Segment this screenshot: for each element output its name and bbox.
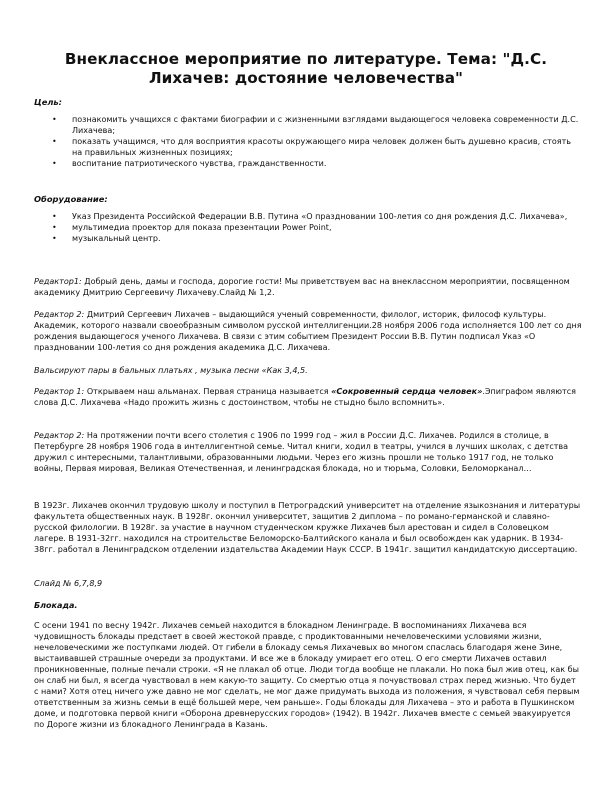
speaker-label: Редактор 2: — [34, 431, 85, 440]
section-name: «Сокровенный сердца человек» — [331, 387, 483, 396]
bullet-icon: • — [52, 115, 57, 125]
stage-direction-waltz: Вальсируют пары в бальных платьях , музыка песни «Как 3,4,5. — [34, 366, 308, 375]
list-item: • Указ Президента Российской Федерации В.В. Путина «О праздновании 100-летия со дня рождения Д.С. Лихачева», — [52, 212, 568, 222]
page-title: Внеклассное мероприятие по литературе. Тема: "Д.С. Лихачев: достояние человечества" — [64, 50, 548, 87]
blockade-heading: Блокада. — [34, 601, 78, 610]
list-item: • музыкальный центр. — [52, 234, 161, 244]
list-item: • показать учащимся, что для восприятия красоты окружающего мира человек должен быть душевно красив, стоять на правильных жизненных позициях; — [52, 137, 572, 158]
list-item: • мультимедиа проектор для показа презентации Power Point, — [52, 223, 332, 233]
paragraph-blockade: С осени 1941 по весну 1942г. Лихачев семьей находится в блокадном Ленинграде. В воспоминаниях Лихачева вся чудовищность блокады предстает в своей жестокой правде, с продиктованными нечеловеческими условиями жизни, нечеловеческими же поступками людей. От гибели в блокаду семья Лихачевых во многом спаслась благодаря жене Зине, выстаивавшей страшные очереди за продуктами. И все же в блокаду умирает его отец. О его смерти Лихачев оставил проникновенные, полные печали строки. «Я не плакал об отце. Люди тогда вообще не плакали. Но пока был жив отец, как бы он слаб ни был, я всегда чувствовал в нем какую-то защиту. Со смертью отца я почувствовал страх перед жизнью. Что будет с нами? Хотя отец ничего уже давно не мог сделать, не мог даже придумать выхода из положения, я чувствовал себя первым ответственным за жизнь семьи в ещё большей мере, чем раньше». Годы блокады для Лихачева – это и работа в Пушкинском доме, и подготовка первой книги «Оборона древнерусских городов» (1942). В 1942г. Лихачев вместе с семьей эвакуируется по Дороге жизни из блокадного Ленинграда в Казань. — [34, 621, 580, 730]
goal-heading: Цель: — [34, 97, 62, 107]
goal-list — [34, 114, 582, 169]
paragraph-editor2-biography: Редактор 2: На протяжении почти всего столетия с 1906 по 1999 год – жил в России Д.С. Лихачев. Родился в столице, в Петербурге 28 ноября 1906 года в интеллигентной семье. Читал книги, ходил в театры, учился в лучших школах, с детства дружил с интересными, талантливыми, образованными людьми. Через его жизнь прошли не только 1917 год, не только войны, Первая мировая, Великая Отечественная, и ленинградская блокада, но и тюрьма, Соловки, Беломорканал… — [34, 431, 569, 474]
bullet-icon: • — [52, 137, 57, 147]
bullet-icon: • — [52, 223, 57, 233]
list-item: • познакомить учащихся с фактами биографии и с жизненными взглядами выдающегося человека современности Д.С. Лихачева; — [52, 115, 579, 136]
bullet-icon: • — [52, 159, 57, 169]
paragraph-editor1-almanac: Редактор 1: Открываем наш альманах. Первая страница называется «Сокровенный сердца человек».Эпиграфом являются слова Д.С. Лихачева «Надо прожить жизнь с достоинством, чтобы не стыдно было вспомнить». — [34, 387, 576, 408]
speaker-label: Редактор 1: — [34, 387, 85, 396]
slides-note: Слайд № 6,7,8,9 — [34, 579, 103, 588]
goal-section — [34, 97, 582, 169]
equipment-section — [34, 194, 582, 244]
list-item: • воспитание патриотического чувства, гражданственности. — [52, 159, 327, 169]
paragraph-education: В 1923г. Лихачев окончил трудовую школу и поступил в Петроградский университет на отделение языкознания и литературы факультета общественных наук. В 1928г. окончил университет, защитив 2 диплома – по романо-германской и славяно-русской филологии. В 1928г. за участие в научном студенческом кружке Лихачев был арестован и сидел в Соловецком лагере. В 1931-32гг. находился на строительстве Беломорско-Балтийского канала и был освобожден как ударник. В 1934-38гг. работал в Ленинградском отделении издательства Академии Наук СССР. В 1941г. защитил кандидатскую диссертацию. — [34, 501, 581, 555]
speaker-label: Редактор 2: — [34, 310, 85, 319]
paragraph-editor1-greeting: Редактор1: Добрый день, дамы и господа, дорогие гости! Мы приветствуем вас на внеклассном мероприятии, посвященном академику Дмитрию Сергеевичу Лихачеву.Слайд № 1,2. — [34, 277, 570, 298]
bullet-icon: • — [52, 234, 57, 244]
equipment-heading: Оборудование: — [34, 194, 108, 204]
equipment-list — [34, 211, 582, 244]
bullet-icon: • — [52, 212, 57, 222]
paragraph-editor2-intro: Редактор 2: Дмитрий Сергеевич Лихачев – выдающийся ученый современности, филолог, историк, философ культуры. Академик, которого назвали своеобразным символом русской интеллигенции.28 ноября 2006 года исполняется 100 лет со дня рождения выдающегося ученого Лихачева. В связи с этим событием Президент России В.В. Путин подписал Указ «О праздновании 100-летия со дня рождения академика Д.С. Лихачева. — [34, 310, 582, 353]
speaker-label: Редактор1: — [34, 277, 82, 286]
